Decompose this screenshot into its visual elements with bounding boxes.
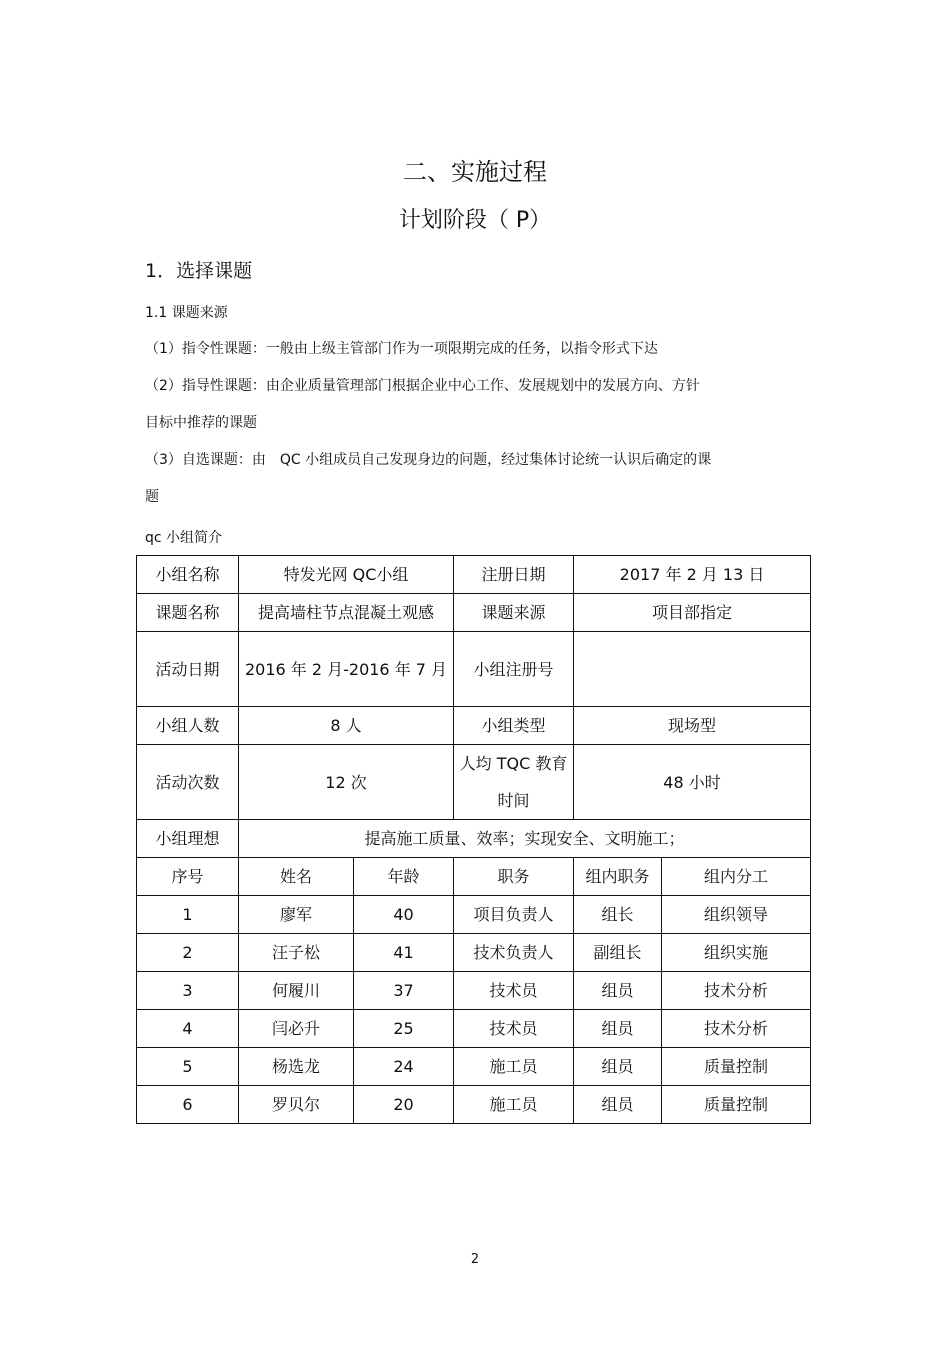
value-cell: 现场型 (574, 707, 811, 745)
value-cell (574, 632, 811, 707)
member-name-cell: 汪子松 (239, 934, 354, 972)
member-age-cell: 41 (354, 934, 454, 972)
value-cell: 8 人 (239, 707, 454, 745)
subsection-title: 1.1 课题来源 (145, 305, 228, 321)
label-cell: 课题名称 (137, 594, 239, 632)
phase-heading: 计划阶段（ P） (398, 208, 552, 233)
label-cell: 小组注册号 (454, 632, 574, 707)
page-number: 2 (470, 1252, 480, 1267)
value-cell: 48 小时 (574, 745, 811, 820)
table-row (137, 594, 811, 632)
member-task-cell: 组织领导 (662, 896, 811, 934)
table-row (137, 1048, 811, 1086)
paragraph-2a: （2）指导性课题：由企业质量管理部门根据企业中心工作、发展规划中的发展方向、方针 (145, 378, 700, 394)
value-cell: 2016 年 2 月-2016 年 7 月 (239, 632, 454, 707)
member-name-cell: 廖军 (239, 896, 354, 934)
table-row (137, 820, 811, 858)
value-cell: 12 次 (239, 745, 454, 820)
member-task-cell: 技术分析 (662, 1010, 811, 1048)
label-cell: 小组名称 (137, 556, 239, 594)
member-task-cell: 组织实施 (662, 934, 811, 972)
member-role-cell: 组员 (574, 972, 662, 1010)
table-header-row (137, 858, 811, 896)
value-cell: 提高施工质量、效率；实现安全、文明施工； (239, 820, 811, 858)
member-rows (137, 896, 811, 1124)
member-post-cell: 施工员 (454, 1048, 574, 1086)
table-row (137, 1010, 811, 1048)
member-age-cell: 40 (354, 896, 454, 934)
table-intro: qc 小组简介 (145, 530, 223, 546)
member-role-cell: 副组长 (574, 934, 662, 972)
member-no-cell: 2 (137, 934, 239, 972)
table-row (137, 745, 811, 820)
member-task-cell: 技术分析 (662, 972, 811, 1010)
value-cell: 特发光网 QC小组 (239, 556, 454, 594)
member-no-cell: 3 (137, 972, 239, 1010)
member-task-cell: 质量控制 (662, 1048, 811, 1086)
member-post-cell: 技术员 (454, 1010, 574, 1048)
table-row (137, 896, 811, 934)
label-cell: 人均 TQC 教育时间 (454, 745, 574, 820)
paragraph-3b: 题 (145, 489, 159, 505)
paragraph-2b: 目标中推荐的课题 (145, 415, 257, 431)
member-role-cell: 组员 (574, 1048, 662, 1086)
member-name-cell: 罗贝尔 (239, 1086, 354, 1124)
table-row (137, 632, 811, 707)
member-name-cell: 闫必升 (239, 1010, 354, 1048)
member-age-cell: 25 (354, 1010, 454, 1048)
value-cell: 提高墙柱节点混凝土观感 (239, 594, 454, 632)
member-post-cell: 技术员 (454, 972, 574, 1010)
member-age-cell: 20 (354, 1086, 454, 1124)
member-task-cell: 质量控制 (662, 1086, 811, 1124)
member-post-cell: 技术负责人 (454, 934, 574, 972)
table-row (137, 934, 811, 972)
table-row (137, 1086, 811, 1124)
member-no-cell: 6 (137, 1086, 239, 1124)
qc-team-table (136, 555, 811, 1124)
member-post-cell: 施工员 (454, 1086, 574, 1124)
label-cell: 活动次数 (137, 745, 239, 820)
label-cell: 活动日期 (137, 632, 239, 707)
member-no-cell: 5 (137, 1048, 239, 1086)
label-cell: 课题来源 (454, 594, 574, 632)
table-row (137, 556, 811, 594)
label-cell: 小组类型 (454, 707, 574, 745)
table-row (137, 972, 811, 1010)
label-cell: 小组人数 (137, 707, 239, 745)
column-header: 序号 (137, 858, 239, 896)
value-cell: 2017 年 2 月 13 日 (574, 556, 811, 594)
column-header: 组内职务 (574, 858, 662, 896)
column-header: 姓名 (239, 858, 354, 896)
table-row (137, 707, 811, 745)
member-no-cell: 1 (137, 896, 239, 934)
member-role-cell: 组长 (574, 896, 662, 934)
member-name-cell: 杨选龙 (239, 1048, 354, 1086)
member-age-cell: 37 (354, 972, 454, 1010)
column-header: 年龄 (354, 858, 454, 896)
member-name-cell: 何履川 (239, 972, 354, 1010)
label-cell: 小组理想 (137, 820, 239, 858)
member-role-cell: 组员 (574, 1086, 662, 1124)
section-heading: 二、实施过程 (403, 158, 547, 186)
paragraph-1: （1）指令性课题：一般由上级主管部门作为一项限期完成的任务，以指令形式下达 (145, 341, 658, 357)
value-cell: 项目部指定 (574, 594, 811, 632)
label-cell: 注册日期 (454, 556, 574, 594)
member-post-cell: 项目负责人 (454, 896, 574, 934)
step-heading: 1．选择课题 (145, 260, 253, 282)
member-no-cell: 4 (137, 1010, 239, 1048)
paragraph-3a: （3）自选课题：由 QC 小组成员自己发现身边的问题，经过集体讨论统一认识后确定的课 (145, 452, 712, 468)
column-header: 组内分工 (662, 858, 811, 896)
column-header: 职务 (454, 858, 574, 896)
member-role-cell: 组员 (574, 1010, 662, 1048)
member-age-cell: 24 (354, 1048, 454, 1086)
